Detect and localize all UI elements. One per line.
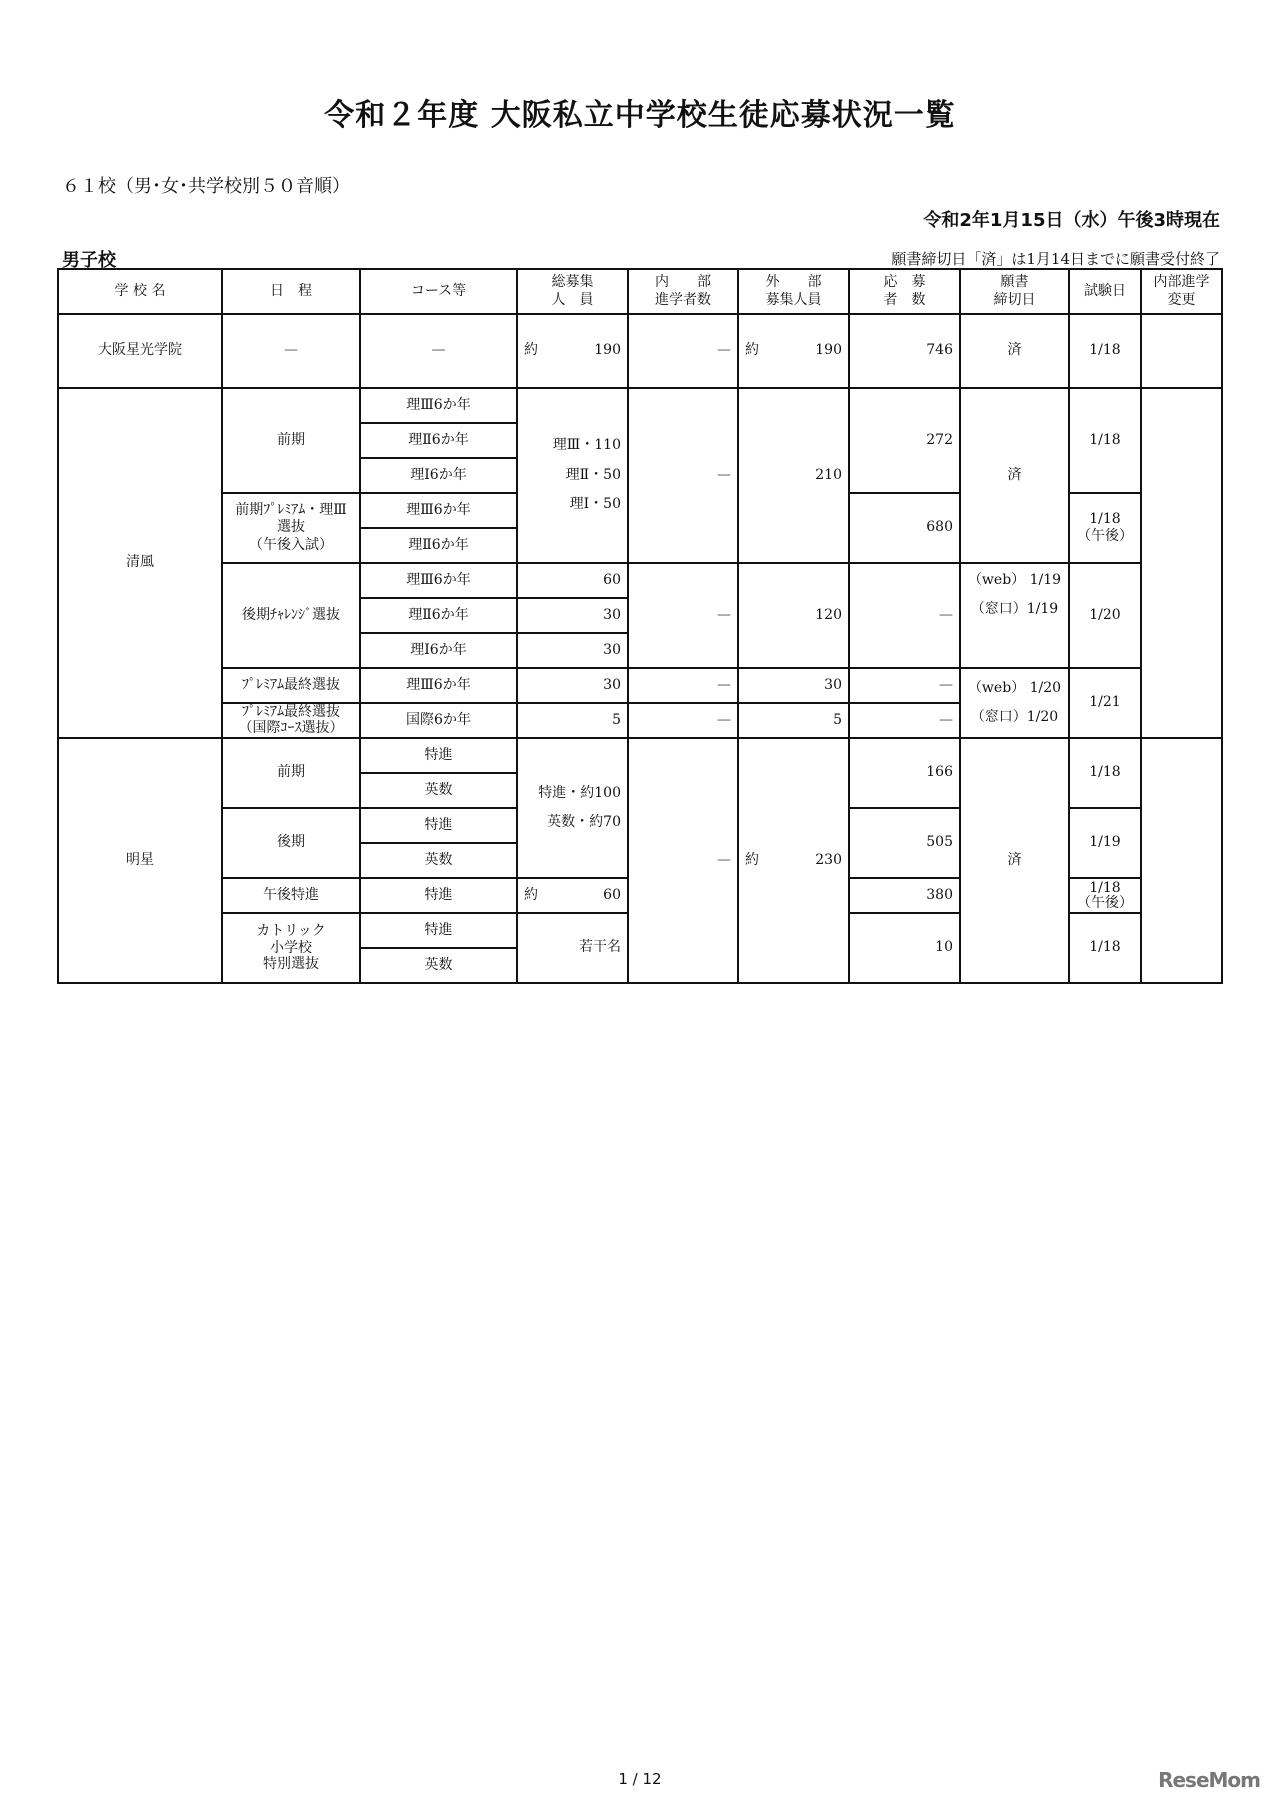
table-row xyxy=(58,563,1222,598)
exam-date-cell: 1/18 （午後） xyxy=(1069,493,1141,563)
internal-cell: — xyxy=(628,388,738,563)
exam-date-cell: 1/19 xyxy=(1069,808,1141,878)
table-row xyxy=(58,668,1222,703)
applicants-cell: 505 xyxy=(849,808,960,878)
exam-date-cell: 1/18 xyxy=(1069,388,1141,493)
total-cell: 30 xyxy=(517,633,628,668)
total-cell: 約 60 xyxy=(517,878,628,913)
total-cell: 理Ⅲ・110 理Ⅱ・50 理Ⅰ・50 xyxy=(517,388,628,563)
internal-cell: — xyxy=(628,668,738,703)
schedule-cell: ﾌﾟﾚﾐｱﾑ最終選抜 xyxy=(222,668,360,703)
course-cell: 理Ⅲ6か年 xyxy=(360,668,517,703)
header-school: 学 校 名 xyxy=(58,269,222,314)
total-cell: 若干名 xyxy=(517,913,628,983)
exam-date-cell: 1/21 xyxy=(1069,668,1141,738)
page-subtitle: ６１校（男･女･共学校別５０音順） xyxy=(62,176,350,197)
course-cell: 国際6か年 xyxy=(360,703,517,738)
deadline-cell: 済 xyxy=(960,388,1069,563)
course-cell: 理Ⅱ6か年 xyxy=(360,423,517,458)
course-cell: 特進 xyxy=(360,808,517,843)
applicants-cell: 10 xyxy=(849,913,960,983)
header-deadline: 願書 締切日 xyxy=(960,269,1069,314)
change-cell xyxy=(1141,314,1222,388)
header-change: 内部進学 変更 xyxy=(1141,269,1222,314)
applicants-cell: — xyxy=(849,668,960,703)
applicants-cell: — xyxy=(849,563,960,668)
exam-date-cell: 1/18 xyxy=(1069,738,1141,808)
internal-cell: — xyxy=(628,314,738,388)
internal-cell: — xyxy=(628,563,738,668)
school-name: 大阪星光学院 xyxy=(58,314,222,388)
course-cell: 理Ⅰ6か年 xyxy=(360,458,517,493)
deadline-cell: 済 xyxy=(960,738,1069,983)
schedule-cell: — xyxy=(222,314,360,388)
applicants-cell: — xyxy=(849,703,960,738)
course-cell: 理Ⅲ6か年 xyxy=(360,563,517,598)
page-number: 1 / 12 xyxy=(618,1770,662,1788)
school-name: 清風 xyxy=(58,388,222,738)
resemom-logo: ReseMom xyxy=(1158,1768,1260,1792)
course-cell: 英数 xyxy=(360,948,517,983)
course-cell: 理Ⅱ6か年 xyxy=(360,598,517,633)
total-cell: 約 190 xyxy=(517,314,628,388)
deadline-cell: （web） 1/19 （窓口）1/19 xyxy=(960,563,1069,668)
deadline-note: 願書締切日「済」は1月14日までに願書受付終了 xyxy=(891,250,1220,268)
schedule-cell: 前期 xyxy=(222,388,360,493)
as-of-timestamp: 令和2年1月15日（水）午後3時現在 xyxy=(923,210,1220,231)
exam-date-cell: 1/20 xyxy=(1069,563,1141,668)
exam-date-cell: 1/18 xyxy=(1069,913,1141,983)
applicants-cell: 746 xyxy=(849,314,960,388)
course-cell: 特進 xyxy=(360,878,517,913)
exam-date-cell: 1/18 （午後） xyxy=(1069,878,1141,913)
section-heading: 男子校 xyxy=(62,250,116,271)
table-row xyxy=(58,388,1222,423)
applicants-cell: 166 xyxy=(849,738,960,808)
header-total: 総募集 人 員 xyxy=(517,269,628,314)
total-cell: 60 xyxy=(517,563,628,598)
course-cell: 理Ⅲ6か年 xyxy=(360,388,517,423)
internal-cell: — xyxy=(628,703,738,738)
header-schedule: 日 程 xyxy=(222,269,360,314)
total-cell: 5 xyxy=(517,703,628,738)
external-cell: 約 190 xyxy=(738,314,849,388)
external-cell: 約 230 xyxy=(738,738,849,983)
schedule-cell: 後期ﾁｬﾚﾝｼﾞ選抜 xyxy=(222,563,360,668)
course-cell: 理Ⅲ6か年 xyxy=(360,493,517,528)
header-course: コース等 xyxy=(360,269,517,314)
header-external: 外 部 募集人員 xyxy=(738,269,849,314)
schedule-cell: 午後特進 xyxy=(222,878,360,913)
header-row xyxy=(58,269,1222,314)
schedule-cell: ﾌﾟﾚﾐｱﾑ最終選抜 （国際ｺｰｽ選抜） xyxy=(222,703,360,738)
applicants-cell: 680 xyxy=(849,493,960,563)
schedule-cell: 後期 xyxy=(222,808,360,878)
schedule-cell: カトリック 小学校 特別選抜 xyxy=(222,913,360,983)
total-cell: 30 xyxy=(517,668,628,703)
exam-date-cell: 1/18 xyxy=(1069,314,1141,388)
external-cell: 30 xyxy=(738,668,849,703)
applications-table xyxy=(57,268,1223,984)
external-cell: 5 xyxy=(738,703,849,738)
table-row xyxy=(58,738,1222,773)
page-title: 令和２年度 大阪私立中学校生徒応募状況一覧 xyxy=(324,98,956,133)
course-cell: 理Ⅱ6か年 xyxy=(360,528,517,563)
external-cell: 210 xyxy=(738,388,849,563)
change-cell xyxy=(1141,738,1222,983)
course-cell: 英数 xyxy=(360,773,517,808)
course-cell: 特進 xyxy=(360,738,517,773)
header-exam-date: 試験日 xyxy=(1069,269,1141,314)
applicants-cell: 272 xyxy=(849,388,960,493)
header-applicants: 応 募 者 数 xyxy=(849,269,960,314)
course-cell: 特進 xyxy=(360,913,517,948)
total-cell: 特進・約100 英数・約70 xyxy=(517,738,628,878)
total-cell: 30 xyxy=(517,598,628,633)
change-cell xyxy=(1141,388,1222,738)
external-cell: 120 xyxy=(738,563,849,668)
course-cell: 英数 xyxy=(360,843,517,878)
table-row xyxy=(58,314,1222,388)
applicants-cell: 380 xyxy=(849,878,960,913)
schedule-cell: 前期ﾌﾟﾚﾐｱﾑ・理Ⅲ 選抜 （午後入試） xyxy=(222,493,360,563)
school-name: 明星 xyxy=(58,738,222,983)
schedule-cell: 前期 xyxy=(222,738,360,808)
deadline-cell: 済 xyxy=(960,314,1069,388)
header-internal: 内 部 進学者数 xyxy=(628,269,738,314)
course-cell: 理Ⅰ6か年 xyxy=(360,633,517,668)
course-cell: — xyxy=(360,314,517,388)
deadline-cell: （web） 1/20 （窓口）1/20 xyxy=(960,668,1069,738)
internal-cell: — xyxy=(628,738,738,983)
